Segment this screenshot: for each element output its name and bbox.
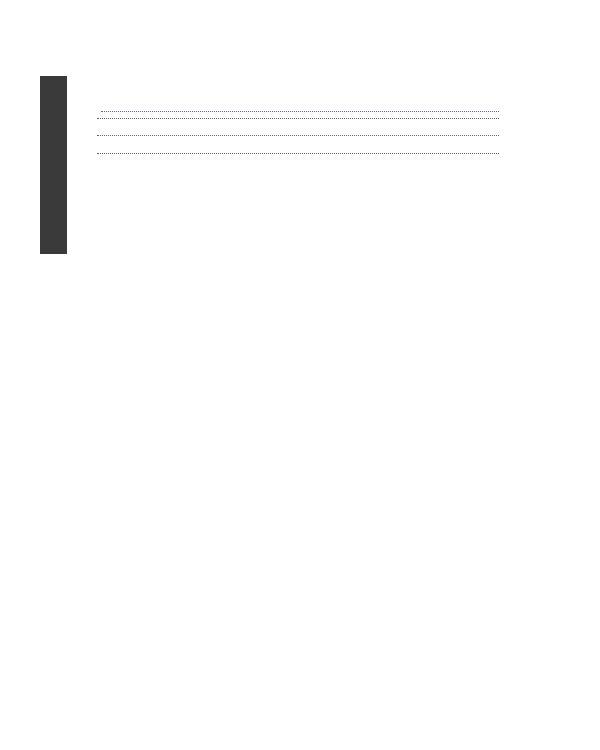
dot-leader <box>97 153 499 154</box>
dot-leader <box>101 111 499 112</box>
toc-entry-vocabulario[interactable] <box>95 137 501 152</box>
dot-leader <box>97 118 499 119</box>
toc-entry-textos[interactable] <box>95 155 501 170</box>
unit-heading <box>95 90 501 105</box>
dot-leader <box>97 135 499 136</box>
toc-entry-gramatica[interactable] <box>95 120 501 135</box>
side-tab <box>40 76 67 254</box>
table-of-contents <box>95 79 501 169</box>
